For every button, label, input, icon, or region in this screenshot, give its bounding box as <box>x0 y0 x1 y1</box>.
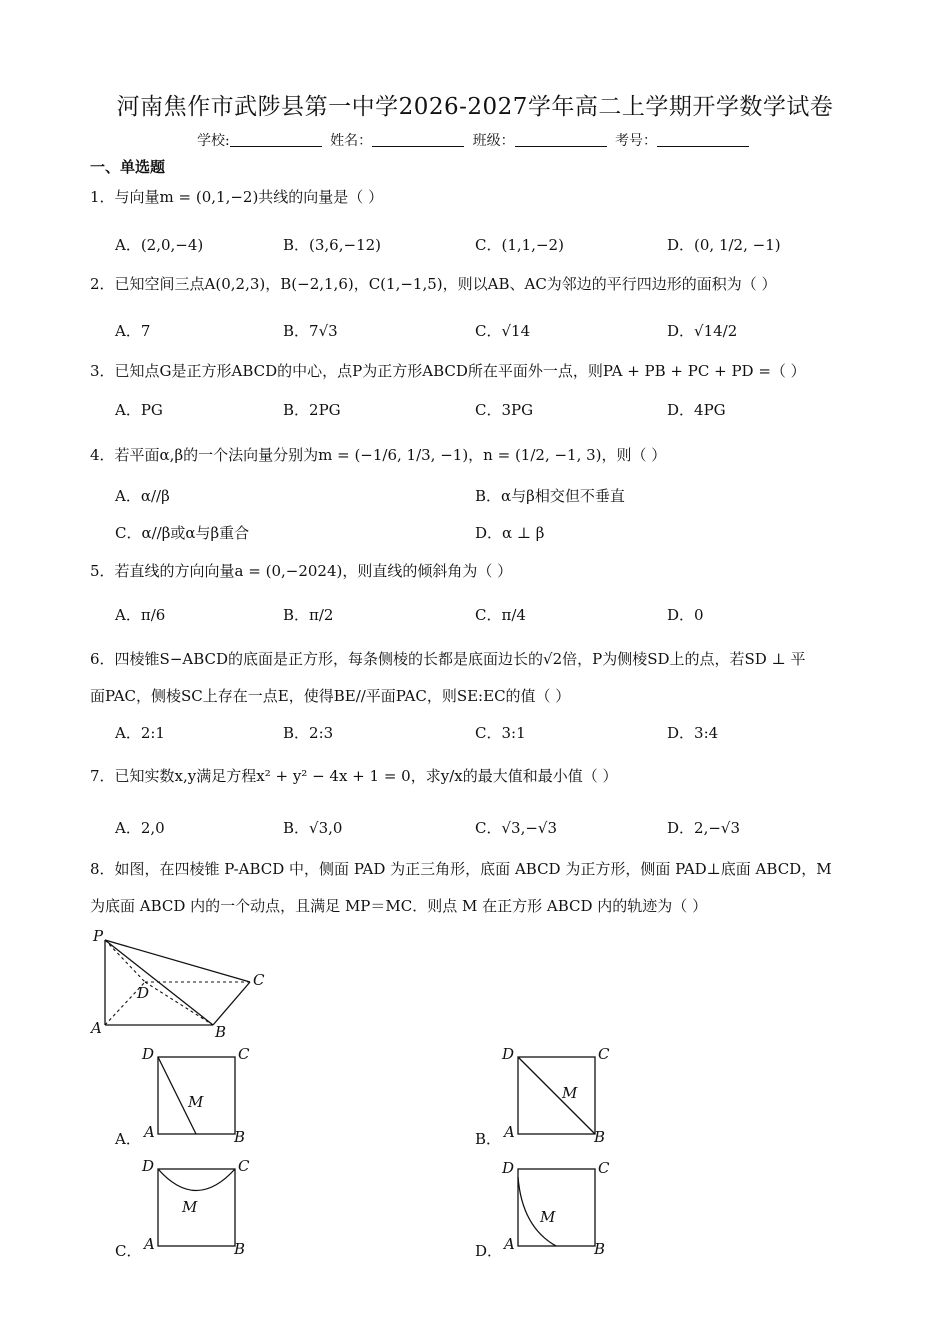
q6-option-d[interactable]: D．3:4 <box>667 724 719 742</box>
q1-option-c[interactable]: C．(1,1,−2) <box>475 236 564 254</box>
q8-option-d-figure[interactable] <box>500 1157 615 1257</box>
label-b: B <box>215 1023 227 1040</box>
q6-option-a[interactable]: A．2:1 <box>115 724 165 742</box>
label-c: C <box>253 971 265 989</box>
class-label: 班级： <box>472 133 515 149</box>
section-heading: 一、单选题 <box>90 158 166 176</box>
q4-option-c[interactable]: C．α//β或α与β重合 <box>115 524 250 542</box>
q5-option-b[interactable]: B．π/2 <box>283 606 334 624</box>
q3-option-a[interactable]: A．PG <box>115 401 163 419</box>
q5-option-d[interactable]: D．0 <box>667 606 704 624</box>
c-label-b: B <box>234 1240 246 1257</box>
b-label-d: D <box>502 1045 515 1063</box>
d-label-m: M <box>540 1208 556 1226</box>
q7-option-b[interactable]: B．√3,0 <box>283 819 343 837</box>
name-label: 姓名： <box>330 133 373 149</box>
question-8-stem-line1: 8．如图，在四棱锥 P-ABCD 中，侧面 PAD 为正三角形，底面 ABCD 为正方形，侧面 PAD⊥底面 ABCD，M <box>90 860 832 878</box>
q7-option-c[interactable]: C．√3,−√3 <box>475 819 558 837</box>
d-label-c: C <box>598 1159 610 1177</box>
b-label-a: A <box>504 1123 515 1141</box>
question-6-stem-line1: 6．四棱锥S−ABCD的底面是正方形，每条侧棱的长都是底面边长的√2倍，P为侧棱SD上的点，若SD ⊥ 平 <box>90 650 806 668</box>
student-info-line <box>0 130 950 150</box>
q7-option-a[interactable]: A．2,0 <box>115 819 165 837</box>
b-label-m: M <box>562 1084 578 1102</box>
q5-option-c[interactable]: C．π/4 <box>475 606 526 624</box>
b-label-b: B <box>594 1128 606 1145</box>
q3-option-c[interactable]: C．3PG <box>475 401 534 419</box>
question-6-stem-line2: 面PAC，侧棱SC上存在一点E，使得BE//平面PAC，则SE:EC的值（ ） <box>90 687 571 705</box>
b-label-c: C <box>598 1045 610 1063</box>
q5-option-a[interactable]: A．π/6 <box>115 606 166 624</box>
q6-option-b[interactable]: B．2:3 <box>283 724 334 742</box>
number-label: 考号： <box>615 133 658 149</box>
q4-option-b[interactable]: B．α与β相交但不垂直 <box>475 487 625 505</box>
q1-option-a[interactable]: A．(2,0,−4) <box>115 236 204 254</box>
q8-option-c[interactable]: C． <box>115 1242 142 1260</box>
question-3-stem: 3．已知点G是正方形ABCD的中心，点P为正方形ABCD所在平面外一点，则PA + PB + PC + PD =（ ） <box>90 362 806 380</box>
q4-option-a[interactable]: A．α//β <box>115 487 170 505</box>
d-label-b: B <box>594 1240 606 1257</box>
question-5-stem: 5．若直线的方向向量a = (0,−2024)，则直线的倾斜角为（ ） <box>90 562 513 580</box>
q3-option-d[interactable]: D．4PG <box>667 401 726 419</box>
q7-option-d[interactable]: D．2,−√3 <box>667 819 741 837</box>
q8-option-b-figure[interactable] <box>500 1045 615 1145</box>
a-label-d: D <box>142 1045 155 1063</box>
c-label-d: D <box>142 1157 155 1175</box>
q8-option-d[interactable]: D． <box>475 1242 503 1260</box>
q8-option-c-figure[interactable] <box>140 1157 255 1257</box>
q8-option-a[interactable]: A． <box>115 1130 141 1148</box>
pyramid-figure <box>85 925 275 1040</box>
page-title: 河南焦作市武陟县第一中学2026-2027学年高二上学期开学数学试卷 <box>116 94 834 120</box>
a-label-a: A <box>144 1123 155 1141</box>
question-4-stem: 4．若平面α,β的一个法向量分别为m = (−1/6, 1/3, −1)，n = (1/2, −1, 3)，则（ ） <box>90 446 667 464</box>
question-2-stem: 2．已知空间三点A(0,2,3)，B(−2,1,6)，C(1,−1,5)，则以AB、AC为邻边的平行四边形的面积为（ ） <box>90 275 777 293</box>
q2-option-d[interactable]: D．√14/2 <box>667 322 738 340</box>
label-d: D <box>137 984 150 1002</box>
a-label-b: B <box>234 1128 246 1145</box>
name-blank[interactable] <box>372 132 464 147</box>
school-blank[interactable] <box>230 132 322 147</box>
q1-option-d[interactable]: D．(0, 1/2, −1) <box>667 236 781 254</box>
q2-option-c[interactable]: C．√14 <box>475 322 531 340</box>
q2-option-a[interactable]: A．7 <box>115 322 151 340</box>
label-a: A <box>91 1019 102 1037</box>
q2-option-b[interactable]: B．7√3 <box>283 322 338 340</box>
label-p: P <box>93 927 104 945</box>
question-1-stem: 1．与向量m = (0,1,−2)共线的向量是（ ） <box>90 188 384 206</box>
school-label: 学校: <box>196 133 230 149</box>
question-7-stem: 7．已知实数x,y满足方程x² + y² − 4x + 1 = 0，求y/x的最大值和最小值（ ） <box>90 767 618 785</box>
a-label-c: C <box>238 1045 250 1063</box>
number-blank[interactable] <box>657 132 749 147</box>
q6-option-c[interactable]: C．3:1 <box>475 724 526 742</box>
q8-option-a-figure[interactable] <box>140 1045 255 1145</box>
d-label-d: D <box>502 1159 515 1177</box>
q3-option-b[interactable]: B．2PG <box>283 401 341 419</box>
class-blank[interactable] <box>515 132 607 147</box>
a-label-m: M <box>188 1093 204 1111</box>
c-label-m: M <box>182 1198 198 1216</box>
q1-option-b[interactable]: B．(3,6,−12) <box>283 236 382 254</box>
c-label-a: A <box>144 1235 155 1253</box>
question-8-stem-line2: 为底面 ABCD 内的一个动点，且满足 MP＝MC．则点 M 在正方形 ABCD 内的轨迹为（ ） <box>90 897 708 915</box>
d-label-a: A <box>504 1235 515 1253</box>
q4-option-d[interactable]: D．α ⊥ β <box>475 524 545 542</box>
c-label-c: C <box>238 1157 250 1175</box>
q8-option-b[interactable]: B． <box>475 1130 502 1148</box>
